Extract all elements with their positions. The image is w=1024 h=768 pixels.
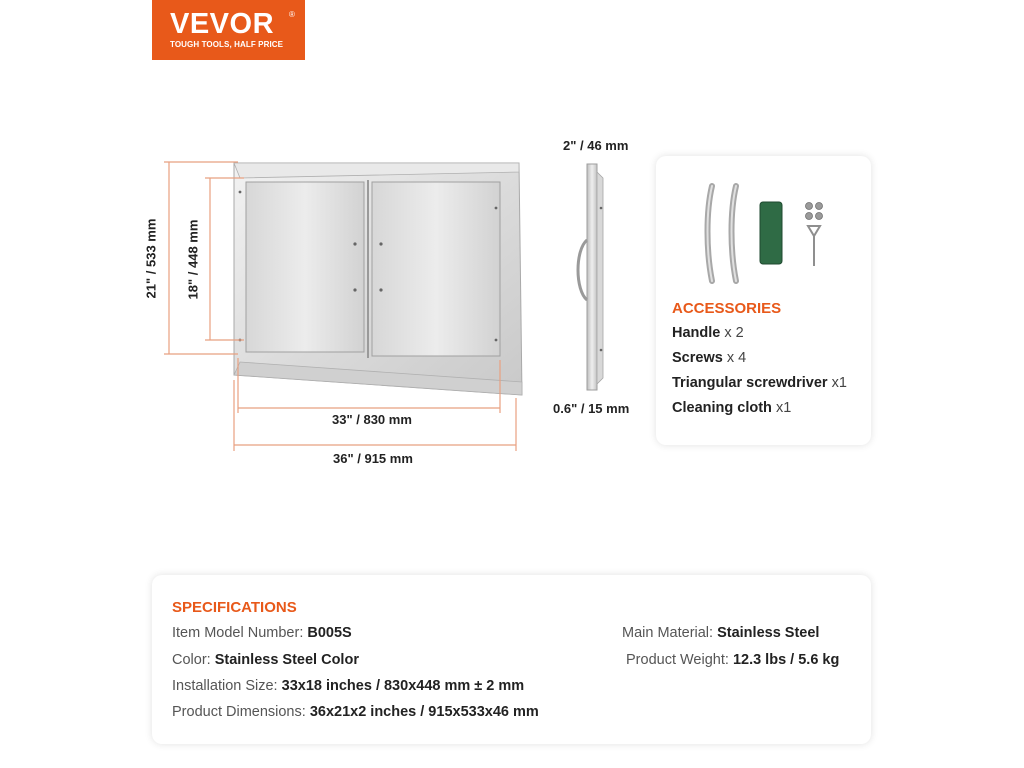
accessory-item: Handle x 2 — [672, 325, 744, 341]
right-door-panel — [372, 182, 500, 356]
handle-icon — [732, 186, 737, 281]
door-side-view — [578, 164, 603, 390]
cleaning-cloth-icon — [760, 202, 782, 264]
accessory-item: Triangular screwdriver x1 — [672, 375, 847, 391]
overall-width-label: 36" / 915 mm — [333, 451, 413, 466]
spec-row: Product Weight: 12.3 lbs / 5.6 kg — [626, 652, 840, 668]
logo-brand: VEVOR — [170, 8, 275, 40]
accessories-illustration — [656, 156, 871, 296]
accessory-item: Cleaning cloth x1 — [672, 400, 792, 416]
door-front-view — [234, 163, 522, 395]
inner-height-label: 18" / 448 mm — [185, 219, 201, 300]
spec-row: Color: Stainless Steel Color — [172, 652, 359, 668]
overall-height-label: 21" / 533 mm — [143, 218, 159, 299]
specifications-card — [152, 575, 871, 744]
spec-row: Installation Size: 33x18 inches / 830x448 mm ± 2 mm — [172, 678, 525, 694]
accessory-item: Screws x 4 — [672, 350, 747, 366]
spec-row: Item Model Number: B005S — [172, 625, 352, 641]
screws-icon — [806, 203, 823, 220]
accessories-title: ACCESSORIES — [672, 300, 782, 317]
accessories-card — [656, 156, 871, 445]
logo-tagline: TOUGH TOOLS, HALF PRICE — [170, 40, 284, 49]
triangular-screwdriver-icon — [808, 226, 820, 266]
left-door-panel — [246, 182, 364, 352]
inner-width-label: 33" / 830 mm — [332, 412, 412, 427]
logo-registered-mark: ® — [289, 10, 295, 19]
side-handle — [578, 240, 587, 300]
spec-row: Product Dimensions: 36x21x2 inches / 915x533x46 mm — [172, 704, 539, 720]
spec-row: Main Material: Stainless Steel — [622, 625, 820, 641]
depth-label: 2" / 46 mm — [563, 138, 629, 153]
specifications-title: SPECIFICATIONS — [172, 599, 297, 616]
flange-label: 0.6" / 15 mm — [553, 401, 630, 416]
handle-icon — [708, 186, 713, 281]
